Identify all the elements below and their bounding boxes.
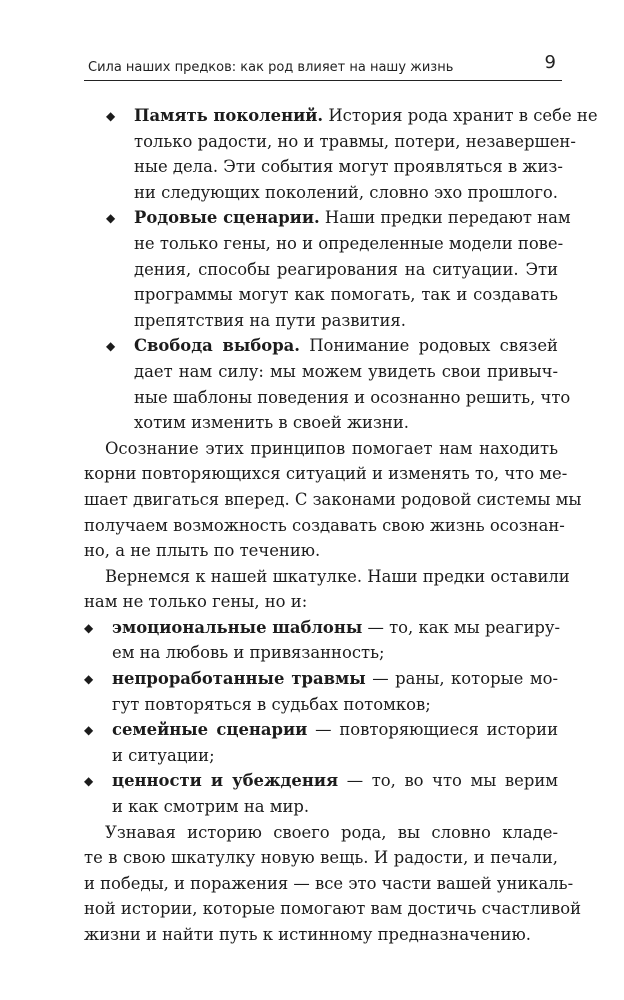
bullet-icon: ◆ [106, 339, 116, 354]
term: Свобода выбора. [134, 336, 300, 356]
item-text: — раны, которые мо- [365, 669, 558, 689]
item-line: ни следующих поколений, словно эхо прошлого. [134, 182, 558, 202]
item-text: Наши предки передают нам [319, 208, 571, 228]
list-item [84, 615, 561, 666]
paragraph-line: шает двигаться вперед. С законами родовой системы мы [84, 489, 582, 509]
paragraph-line: Узнавая историю своего рода, вы словно кладе- [105, 822, 558, 842]
list-item [84, 333, 571, 435]
list-item [84, 103, 598, 205]
term: Память поколений. [134, 106, 324, 125]
term: эмоциональные шаблоны [112, 617, 363, 637]
item-text: Понимание родовых связей [300, 336, 558, 356]
item-line: ем на любовь и привязанность; [112, 643, 385, 663]
paragraph-line: но, а не плыть по течению. [84, 541, 321, 561]
header-rule [84, 80, 562, 81]
paragraph-line: и победы, и поражения — все это части вашей уникаль- [84, 873, 574, 893]
term: непроработанные травмы [112, 669, 366, 689]
paragraph-line: нам не только гены, но и: [84, 592, 308, 612]
bullet-icon: ◆ [106, 211, 116, 226]
paragraph-line: получаем возможность создавать свою жизнь осознан- [84, 515, 565, 535]
item-line: хотим изменить в своей жизни. [134, 413, 409, 433]
term: ценности и убеждения [112, 771, 339, 791]
item-line: ные шаблоны поведения и осознанно решить, что [134, 387, 571, 407]
bullet-icon: ◆ [84, 672, 94, 687]
term: Родовые сценарии. [134, 208, 320, 228]
item-line: дает нам силу: мы можем увидеть свои привыч- [134, 361, 558, 381]
paragraph-line: Вернемся к нашей шкатулке. Наши предки оставили [105, 566, 570, 586]
term: семейные сценарии [112, 720, 308, 740]
bullet-icon: ◆ [84, 723, 94, 738]
item-line: и ситуации; [112, 745, 215, 765]
paragraph-line: Осознание этих принципов помогает нам находить [105, 438, 558, 458]
running-title: Сила наших предков: как род влияет на нашу жизнь [88, 60, 454, 75]
item-line: и как смотрим на мир. [112, 797, 310, 817]
item-line: только радости, но и травмы, потери, незавершен- [134, 131, 576, 151]
item-text: — повторяющиеся истории [307, 720, 559, 740]
list-item [84, 768, 558, 819]
item-text: История рода хранит в себе не [323, 106, 598, 125]
paragraph [84, 436, 582, 564]
page-header [84, 52, 562, 78]
paragraph-line: корни повторяющихся ситуаций и изменять то, что ме- [84, 464, 568, 484]
paragraph-line: те в свою шкатулку новую вещь. И радости, и печали, [84, 848, 558, 868]
item-line: гут повторяться в судьбах потомков; [112, 694, 431, 714]
paragraph [84, 820, 581, 948]
paragraph [84, 564, 570, 615]
list-item [84, 717, 558, 768]
item-line: не только гены, но и определенные модели пове- [134, 233, 564, 253]
item-line: ные дела. Эти события могут проявляться в жиз- [134, 157, 563, 177]
list-item [84, 205, 571, 333]
paragraph-line: жизни и найти путь к истинному предназначению. [84, 925, 532, 944]
page-number: 9 [544, 52, 556, 73]
principles-list [84, 103, 598, 436]
list-item [84, 666, 558, 717]
bullet-icon: ◆ [106, 109, 116, 123]
bullet-icon: ◆ [84, 774, 94, 789]
page-body [84, 103, 598, 948]
item-line: препятствия на пути развития. [134, 310, 406, 330]
item-line: программы могут как помогать, так и создавать [134, 285, 558, 305]
item-text: — то, как мы реагиру- [362, 617, 561, 637]
inheritance-list [84, 615, 561, 820]
paragraph-line: ной истории, которые помогают вам достичь счастливой [84, 899, 581, 919]
bullet-icon: ◆ [84, 620, 94, 635]
item-line: дения, способы реагирования на ситуации. Эти [134, 259, 558, 279]
item-text: — то, во что мы верим [338, 771, 558, 791]
